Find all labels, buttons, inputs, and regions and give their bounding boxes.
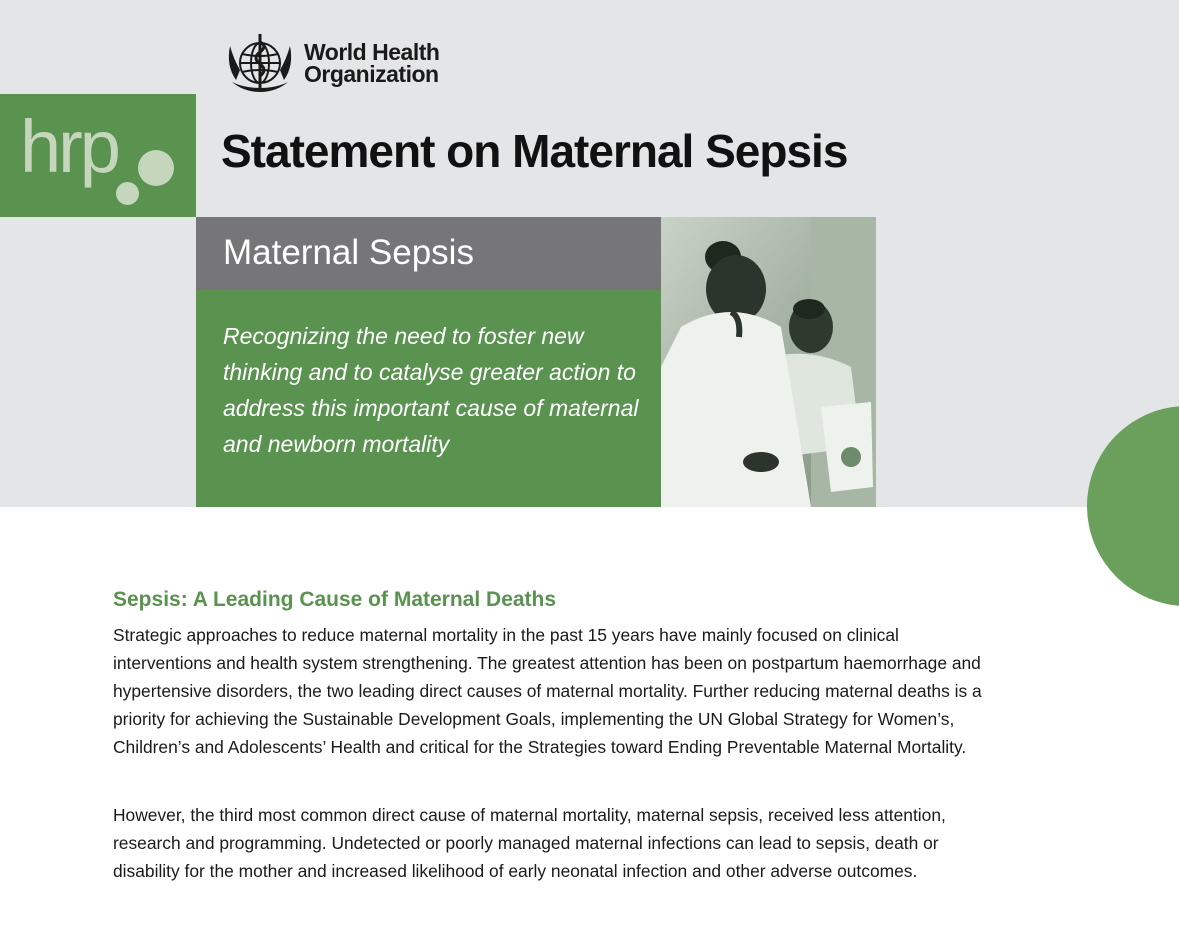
who-logo	[222, 30, 439, 96]
body-paragraph: However, the third most common direct cause of maternal mortality, maternal sepsis, received less attention, research and programming. Undetected or poorly managed maternal infections can lead to sepsis, death or disability for the mother and increased likelihood of early neonatal infection and other adverse outcomes.	[113, 805, 946, 881]
who-wordmark	[304, 41, 439, 85]
hrp-logo-dot-small	[116, 182, 139, 205]
hrp-logo-dot-large	[138, 150, 174, 186]
who-wordmark-line1: World Health	[304, 39, 440, 65]
tagline-box	[196, 290, 661, 507]
document-title: Statement on Maternal Sepsis	[221, 125, 848, 177]
who-wordmark-line2: Organization	[304, 61, 439, 87]
section-bar-label: Maternal Sepsis	[223, 233, 474, 272]
cover-photo	[661, 217, 876, 507]
section-bar	[196, 217, 661, 290]
body-paragraph: Strategic approaches to reduce maternal mortality in the past 15 years have mainly focused on clinical interventions and health system strengthening. The greatest attention has been on postpartum haemorrhage and hypertensive disorders, the two leading direct causes of maternal mortality. Further reducing maternal deaths is a priority for achieving the Sustainable Development Goals, implementing the UN Global Strategy for Women’s, Children’s and Adolescents’ Health and critical for the Strategies toward Ending Preventable Maternal Mortality.	[113, 625, 982, 757]
cover-photo-illustration	[661, 217, 876, 507]
section-heading: Sepsis: A Leading Cause of Maternal Deaths	[113, 588, 557, 611]
hrp-logo-icon	[0, 94, 196, 217]
hrp-logo-text: hrp	[20, 105, 118, 188]
who-emblem-icon	[222, 30, 298, 96]
tagline-text: Recognizing the need to foster new thinking and to catalyse greater action to address this important cause of maternal and newborn mortality	[223, 323, 639, 457]
